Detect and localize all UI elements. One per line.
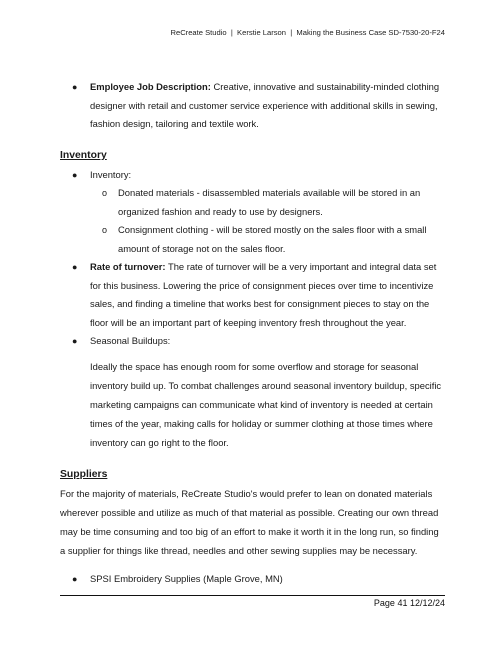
job-description-label: Employee Job Description: — [90, 81, 211, 92]
rate-of-turnover-bullet — [60, 258, 445, 332]
circle-bullet-icon: o — [102, 188, 108, 199]
job-description-bullet — [60, 78, 445, 134]
circle-bullet-icon: o — [102, 225, 108, 236]
job-description-text: Creative, innovative and sustainability-minded clothing designer with retail and customer service experience with additional skills in sewing, fashion design, tailoring and textile work. — [90, 81, 440, 130]
consignment-text: Consignment clothing - will be stored mostly on the sales floor with a small amount of storage not on the sales floor. — [118, 224, 427, 254]
seasonal-buildups-bullet — [60, 332, 445, 351]
suppliers-text: For the majority of materials, ReCreate Studio's would prefer to lean on donated materials wherever possible and utilize as much of that material as possible. Creating our own thread may be time consuming and too big of an effort to make it worth it in the long run, so finding a supplier for things like thread, needles and other sewing supplies may be necessary. — [60, 487, 439, 556]
footer-divider — [60, 595, 445, 596]
donated-materials-text: Donated materials - disassembled materials available will be stored in an organized fashion and ready to use by designers. — [118, 187, 421, 217]
donated-materials-subbullet — [60, 184, 445, 221]
bullet-icon: ● — [72, 82, 78, 92]
suppliers-heading: Suppliers — [60, 468, 108, 480]
rate-of-turnover-label: Rate of turnover: — [90, 261, 166, 272]
page-content — [60, 78, 445, 589]
rate-of-turnover-text: The rate of turnover will be a very important and integral data set for this business. Lowering the price of consignment pieces over time to incentivize sales, and finding a timeline that works best for consignment pieces to stay on the floor will be an important part of keeping inventory fresh throughout the year. — [90, 261, 437, 328]
consignment-subbullet — [60, 221, 445, 258]
seasonal-buildups-text: Ideally the space has enough room for some overflow and storage for seasonal inventory build up. To combat challenges around seasonal inventory buildup, specific marketing campaigns can communicate what kind of inventory is needed at certain times of the year, making calls for holiday or summer clothing at those times where inventory can go right to the floor. — [90, 360, 442, 448]
inventory-item-label: Inventory: — [90, 168, 132, 180]
inventory-bullet — [60, 166, 445, 185]
bullet-icon: ● — [72, 262, 78, 272]
supplier-item-text: SPSI Embroidery Supplies (Maple Grove, MN) — [90, 572, 283, 584]
bullet-icon: ● — [72, 336, 78, 347]
bullet-icon: ● — [72, 169, 78, 180]
bullet-icon: ● — [72, 573, 78, 584]
inventory-heading: Inventory — [60, 149, 107, 161]
page-header: ReCreate Studio | Kerstie Larson | Making the Business Case SD-7530-20-F24 — [170, 28, 445, 37]
supplier-bullet — [60, 570, 445, 589]
seasonal-buildups-label: Seasonal Buildups: — [90, 335, 171, 347]
page-footer: Page 41 12/12/24 — [373, 598, 445, 608]
